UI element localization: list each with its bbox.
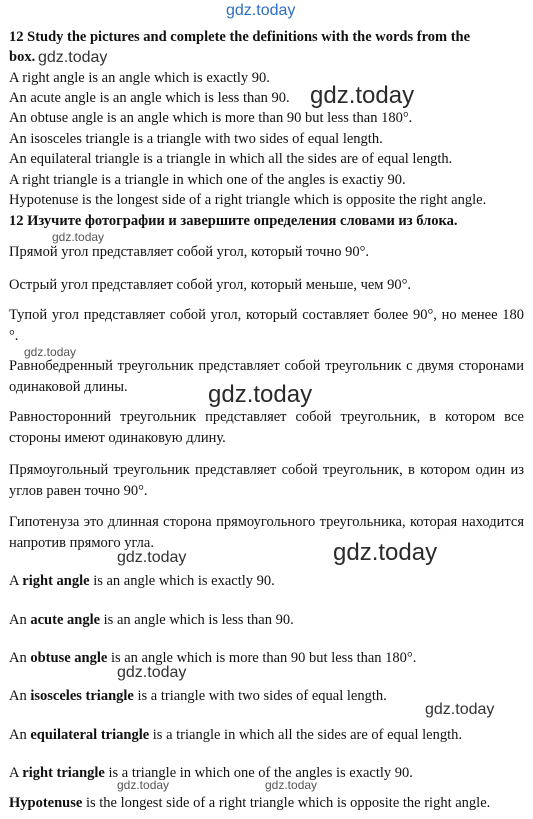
watermark: gdz.today [117, 549, 187, 566]
watermark: gdz.today [38, 49, 108, 66]
definition-en: An obtuse angle is an angle which is more than 90 but less than 180°. [9, 110, 413, 126]
definition-ru: Прямой угол представляет собой угол, который точно 90°. [9, 244, 370, 260]
watermark: gdz.today [310, 82, 415, 109]
answer-line: An isosceles triangle is a triangle with two sides of equal length. [9, 688, 387, 704]
exercise-heading-en-cont: box. [9, 49, 36, 65]
watermark: gdz.today [52, 230, 105, 244]
definition-en: Hypotenuse is the longest side of a right triangle which is opposite the right angle. [9, 192, 487, 208]
answer-line: A right triangle is a triangle in which one of the angles is exactly 90. [9, 765, 413, 781]
definition-ru: Прямоугольный треугольник представляет собой треугольник, в котором один из углов равен точно 90°. [9, 462, 524, 499]
answer-term: Hypotenuse [9, 795, 83, 811]
definition-en: A right triangle is a triangle in which one of the angles is exactiy 90. [9, 172, 406, 188]
watermark: gdz.today [117, 778, 170, 792]
definition-ru: Тупой угол представляет собой угол, который составляет более 90°, но менее 180 °. [9, 307, 524, 344]
definition-en: An acute angle is an angle which is less than 90. [9, 90, 290, 106]
watermark: gdz.today [117, 664, 187, 681]
definition-ru: Острый угол представляет собой угол, который меньше, чем 90°. [9, 277, 412, 293]
answer-line: A right angle is an angle which is exactly 90. [9, 573, 275, 589]
watermark: gdz.today [333, 539, 438, 566]
answer-line: An equilateral triangle is a triangle in which all the sides are of equal length. [9, 727, 463, 743]
answer-term: equilateral triangle [30, 727, 150, 743]
answer-term: acute angle [30, 612, 101, 628]
watermark: gdz.today [265, 778, 318, 792]
definition-ru: Равнобедренный треугольник представляет собой треугольник с двумя сторонами одинаковой длины. [9, 358, 524, 395]
watermark: gdz.today [425, 701, 495, 718]
watermark: gdz.today [226, 2, 296, 19]
definition-ru: Гипотенуза это длинная сторона прямоугольного треугольника, которая находится напротив прямого угла. [9, 514, 524, 551]
exercise-heading-ru: 12 Изучите фотографии и завершите определения словами из блока. [9, 213, 458, 229]
answer-line: Hypotenuse is the longest side of a right triangle which is opposite the right angle. [9, 795, 491, 811]
definition-en: A right angle is an angle which is exactly 90. [9, 70, 270, 86]
answer-term: isosceles triangle [30, 688, 134, 704]
answer-term: right angle [22, 573, 90, 589]
answer-line: An obtuse angle is an angle which is more than 90 but less than 180°. [9, 650, 417, 666]
watermark: gdz.today [208, 381, 313, 408]
definition-en: An isosceles triangle is a triangle with two sides of equal length. [9, 131, 383, 147]
answer-line: An acute angle is an angle which is less than 90. [9, 612, 294, 628]
definition-en: An equilateral triangle is a triangle in which all the sides are of equal length. [9, 151, 453, 167]
answer-term: right triangle [22, 765, 105, 781]
answer-term: obtuse angle [30, 650, 108, 666]
watermark: gdz.today [24, 345, 77, 359]
exercise-heading-en: 12 Study the pictures and complete the definitions with the words from the [9, 29, 471, 45]
definition-ru: Равносторонний треугольник представляет собой треугольник, в котором все стороны имеют одинаковую длину. [9, 409, 524, 446]
